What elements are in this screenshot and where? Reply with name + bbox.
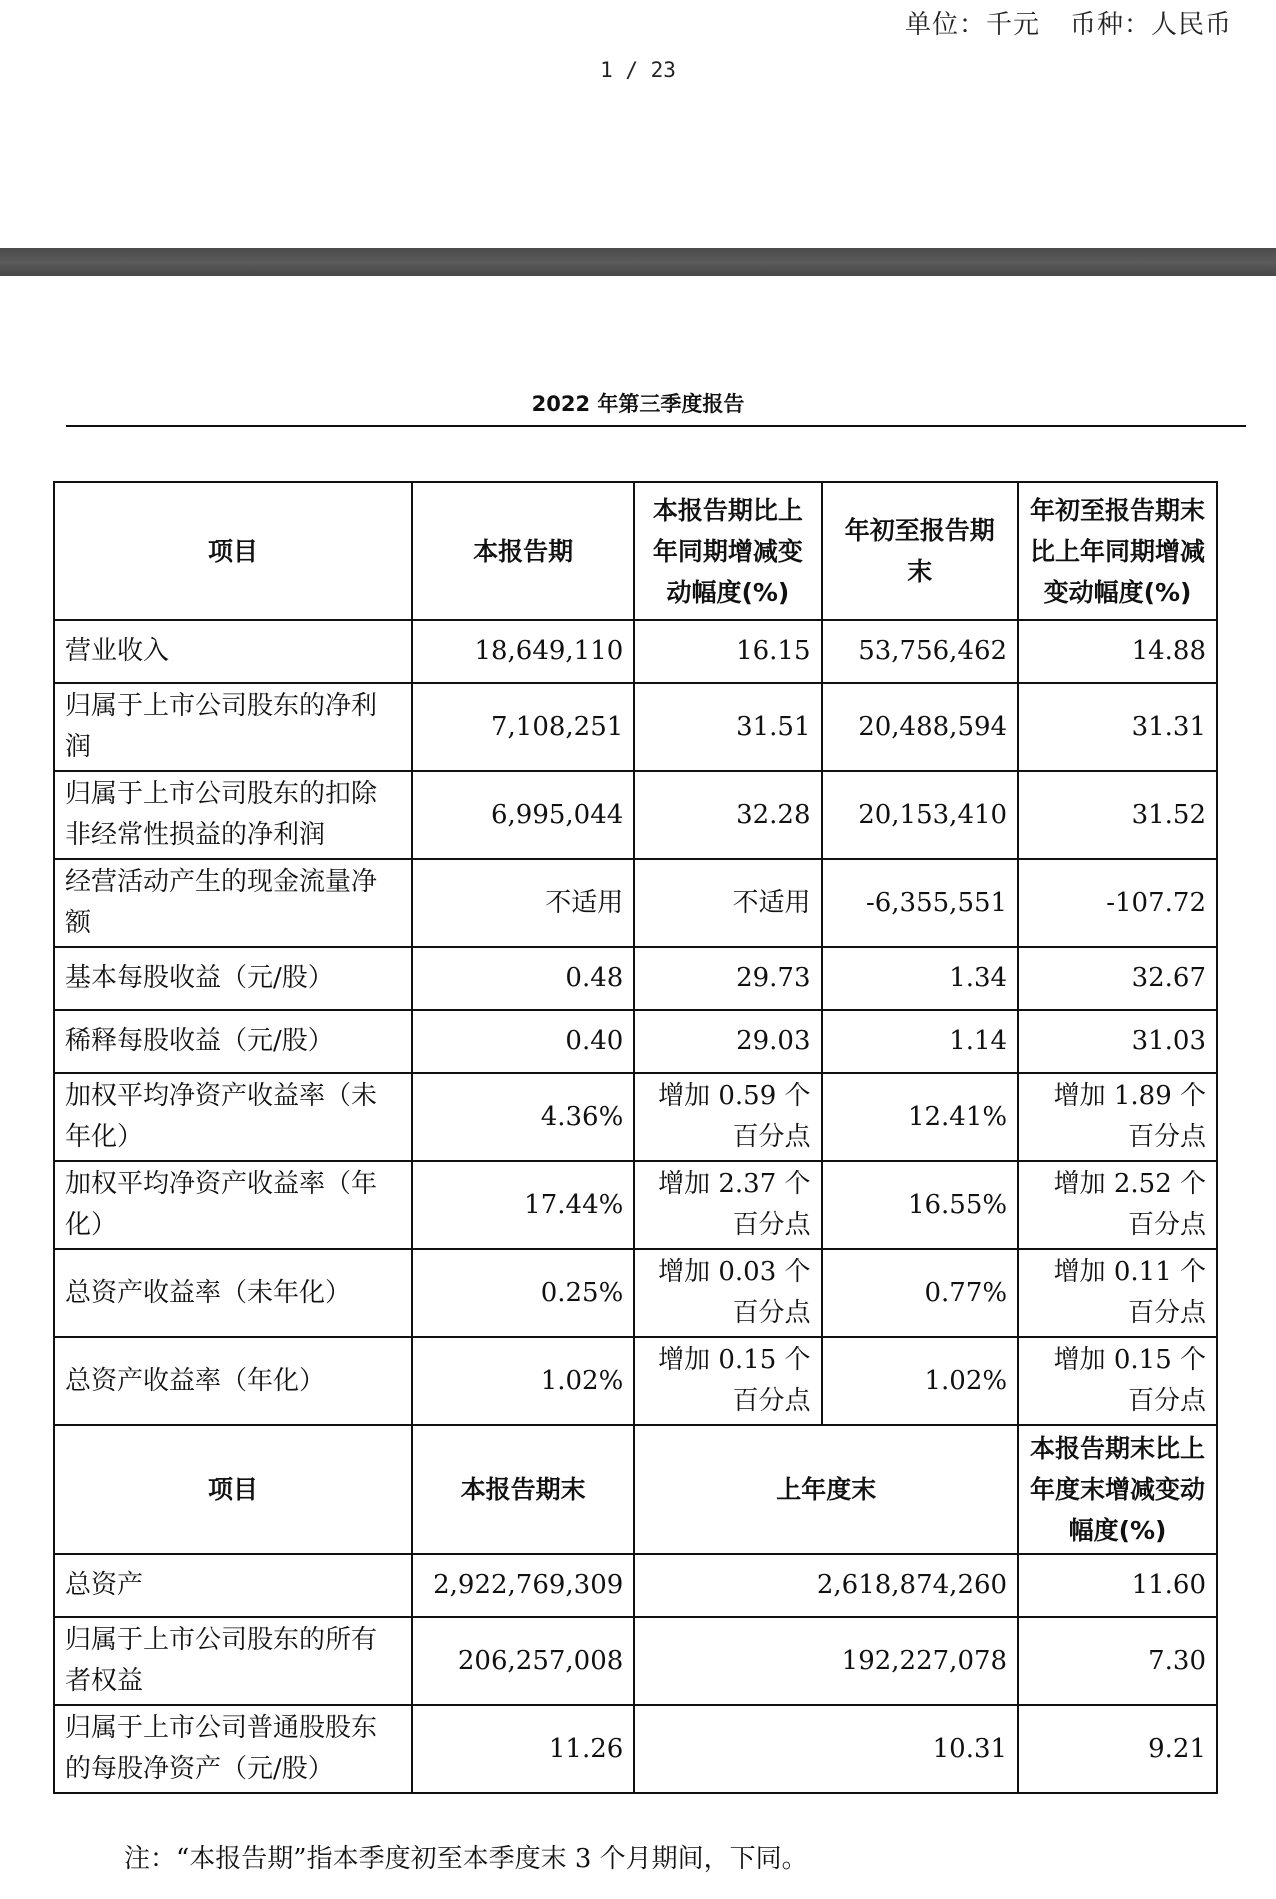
table2-header-cell: 本报告期末比上年度末增减变动幅度(%) [1018, 1425, 1217, 1554]
cell-value: 6,995,044 [412, 771, 634, 859]
cell-value: 增加 2.37 个百分点 [634, 1161, 821, 1249]
row-label: 加权平均净资产收益率（年化） [54, 1161, 412, 1249]
cell-value: 7.30 [1018, 1617, 1217, 1705]
table1-header-cell: 本报告期比上年同期增减变动幅度(%) [634, 482, 821, 620]
cell-value: 11.60 [1018, 1554, 1217, 1617]
cell-value: 0.25% [412, 1249, 634, 1337]
table-row [54, 1073, 1217, 1161]
financial-table [53, 481, 1218, 1794]
cell-value: 31.52 [1018, 771, 1217, 859]
currency-label: 币种：人民币 [1069, 10, 1232, 40]
table-row [54, 1161, 1217, 1249]
cell-value: 11.26 [412, 1705, 634, 1793]
cell-value: 31.03 [1018, 1010, 1217, 1073]
cell-value: 206,257,008 [412, 1617, 634, 1705]
table1-header-cell: 本报告期 [412, 482, 634, 620]
header-rule [66, 425, 1246, 427]
cell-value: 2,922,769,309 [412, 1554, 634, 1617]
unit-label: 单位：千元 [904, 10, 1040, 40]
cell-value: 16.55% [822, 1161, 1019, 1249]
cell-value: 9.21 [1018, 1705, 1217, 1793]
table-row [54, 947, 1217, 1010]
cell-value: 1.02% [822, 1337, 1019, 1425]
cell-value: 14.88 [1018, 620, 1217, 683]
report-header: 2022 年第三季度报告 [531, 392, 745, 416]
footnote: 注：“本报告期”指本季度初至本季度末 3 个月期间，下同。 [124, 1844, 808, 1874]
table-row [54, 1010, 1217, 1073]
cell-value: 12.41% [822, 1073, 1019, 1161]
row-label: 归属于上市公司股东的所有者权益 [54, 1617, 412, 1705]
row-label: 营业收入 [54, 620, 412, 683]
row-label: 总资产收益率（年化） [54, 1337, 412, 1425]
table-row [54, 1617, 1217, 1705]
cell-value: 4.36% [412, 1073, 634, 1161]
page-indicator: 1 / 23 [600, 58, 676, 82]
cell-value: 29.73 [634, 947, 821, 1010]
row-label: 加权平均净资产收益率（未年化） [54, 1073, 412, 1161]
row-label: 总资产 [54, 1554, 412, 1617]
row-label: 总资产收益率（未年化） [54, 1249, 412, 1337]
row-label: 归属于上市公司股东的净利润 [54, 683, 412, 771]
table2-header-cell: 项目 [54, 1425, 412, 1554]
cell-value: 18,649,110 [412, 620, 634, 683]
cell-value: 20,488,594 [822, 683, 1019, 771]
table-row [54, 1554, 1217, 1617]
cell-value: 20,153,410 [822, 771, 1019, 859]
table-row [54, 859, 1217, 947]
cell-value: 不适用 [412, 859, 634, 947]
row-label: 归属于上市公司股东的扣除非经常性损益的净利润 [54, 771, 412, 859]
table1-header-cell: 项目 [54, 482, 412, 620]
cell-value: 32.67 [1018, 947, 1217, 1010]
cell-value: 16.15 [634, 620, 821, 683]
cell-value: 增加 0.11 个百分点 [1018, 1249, 1217, 1337]
table1-header-cell: 年初至报告期末 [822, 482, 1019, 620]
cell-value: 0.48 [412, 947, 634, 1010]
cell-value: 增加 0.15 个百分点 [634, 1337, 821, 1425]
cell-value: -107.72 [1018, 859, 1217, 947]
cell-value: 10.31 [634, 1705, 1018, 1793]
cell-value: 31.51 [634, 683, 821, 771]
cell-value: 53,756,462 [822, 620, 1019, 683]
cell-value: 增加 2.52 个百分点 [1018, 1161, 1217, 1249]
cell-value: 7,108,251 [412, 683, 634, 771]
cell-value: -6,355,551 [822, 859, 1019, 947]
cell-value: 1.02% [412, 1337, 634, 1425]
row-label: 归属于上市公司普通股股东的每股净资产（元/股） [54, 1705, 412, 1793]
cell-value: 不适用 [634, 859, 821, 947]
table2-header-cell: 上年度末 [634, 1425, 1018, 1554]
table-row [54, 620, 1217, 683]
unit-line [905, 4, 1232, 41]
table1-header-cell: 年初至报告期末比上年同期增减变动幅度(%) [1018, 482, 1217, 620]
table-row [54, 1249, 1217, 1337]
row-label: 稀释每股收益（元/股） [54, 1010, 412, 1073]
table1-header-row [54, 482, 1217, 620]
cell-value: 32.28 [634, 771, 821, 859]
cell-value: 31.31 [1018, 683, 1217, 771]
table-row [54, 1337, 1217, 1425]
row-label: 基本每股收益（元/股） [54, 947, 412, 1010]
table2-header-cell: 本报告期末 [412, 1425, 634, 1554]
cell-value: 2,618,874,260 [634, 1554, 1018, 1617]
cell-value: 1.34 [822, 947, 1019, 1010]
cell-value: 0.40 [412, 1010, 634, 1073]
table-row [54, 771, 1217, 859]
cell-value: 192,227,078 [634, 1617, 1018, 1705]
cell-value: 增加 1.89 个百分点 [1018, 1073, 1217, 1161]
cell-value: 增加 0.15 个百分点 [1018, 1337, 1217, 1425]
table2-header-row [54, 1425, 1217, 1554]
table-row [54, 683, 1217, 771]
row-label: 经营活动产生的现金流量净额 [54, 859, 412, 947]
cell-value: 1.14 [822, 1010, 1019, 1073]
cell-value: 增加 0.03 个百分点 [634, 1249, 821, 1337]
viewer-page-separator [0, 248, 1276, 276]
cell-value: 增加 0.59 个百分点 [634, 1073, 821, 1161]
cell-value: 29.03 [634, 1010, 821, 1073]
table-row [54, 1705, 1217, 1793]
cell-value: 17.44% [412, 1161, 634, 1249]
cell-value: 0.77% [822, 1249, 1019, 1337]
